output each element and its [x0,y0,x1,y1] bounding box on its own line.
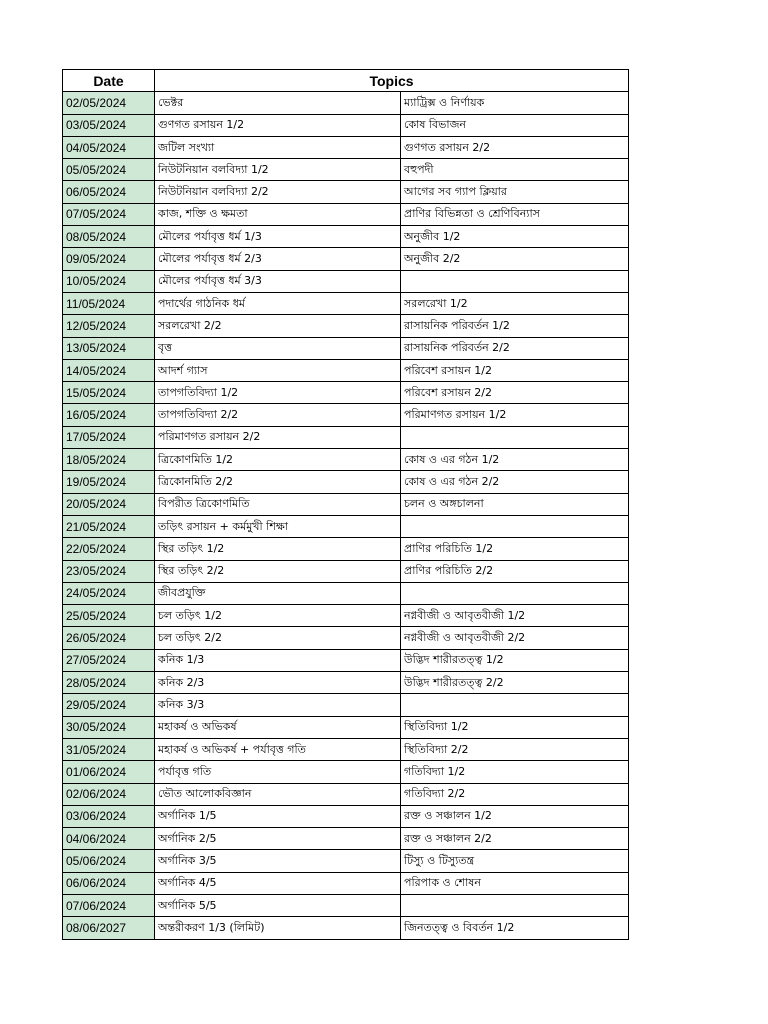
date-cell: 05/05/2024 [63,159,155,181]
topic-cell-1: অর্গানিক 3/5 [155,850,401,872]
date-cell: 23/05/2024 [63,560,155,582]
schedule-table [62,69,629,940]
topic-cell-2 [401,426,629,448]
date-cell: 27/05/2024 [63,649,155,671]
date-cell: 17/05/2024 [63,426,155,448]
topic-cell-2 [401,270,629,292]
topic-cell-1: সরলরেখা 2/2 [155,315,401,337]
table-row [63,917,629,939]
topic-cell-1: জটিল সংখ্যা [155,136,401,158]
date-cell: 06/05/2024 [63,181,155,203]
table-row [63,716,629,738]
topic-cell-2: রক্ত ও সঞ্চালন 2/2 [401,828,629,850]
date-cell: 07/05/2024 [63,203,155,225]
topic-cell-2: জিনতত্ত্ব ও বিবর্তন 1/2 [401,917,629,939]
topic-cell-1: মৌলের পর্যাবৃত্ত ধর্ম 1/3 [155,226,401,248]
topic-cell-1: ত্রিকোনমিতি 2/2 [155,471,401,493]
topic-cell-1: বৃত্ত [155,337,401,359]
topic-cell-1: মৌলের পর্যাবৃত্ত ধর্ম 3/3 [155,270,401,292]
topic-cell-2: প্রাণির বিভিন্নতা ও শ্রেণিবিন্যাস [401,203,629,225]
topic-cell-1: অর্গানিক 2/5 [155,828,401,850]
topic-cell-1: পরিমাণগত রসায়ন 2/2 [155,426,401,448]
table-row [63,292,629,314]
table-row [63,738,629,760]
table-row [63,359,629,381]
topic-cell-2: ম্যাট্রিক্স ও নির্ণায়ক [401,92,629,114]
topic-cell-1: কাজ, শক্তি ও ক্ষমতা [155,203,401,225]
date-header: Date [63,70,155,92]
topic-cell-2: উদ্ভিদ শারীরতত্ত্ব 2/2 [401,672,629,694]
topic-cell-1: তাপগতিবিদ্যা 2/2 [155,404,401,426]
date-cell: 20/05/2024 [63,493,155,515]
table-row [63,248,629,270]
table-row [63,627,629,649]
date-cell: 05/06/2024 [63,850,155,872]
table-row [63,426,629,448]
topic-cell-1: নিউটনিয়ান বলবিদ্যা 2/2 [155,181,401,203]
table-row [63,270,629,292]
table-row [63,515,629,537]
topic-cell-1: কনিক 2/3 [155,672,401,694]
table-row [63,582,629,604]
table-row [63,872,629,894]
table-row [63,471,629,493]
table-row [63,894,629,916]
date-cell: 21/05/2024 [63,515,155,537]
date-cell: 15/05/2024 [63,382,155,404]
topic-cell-2: পরিপাক ও শোষন [401,872,629,894]
topic-cell-1: পদার্থের গাঠনিক ধর্ম [155,292,401,314]
date-cell: 07/06/2024 [63,894,155,916]
table-row [63,783,629,805]
date-cell: 31/05/2024 [63,738,155,760]
schedule-sheet [62,69,628,940]
topic-cell-1: অর্গানিক 1/5 [155,805,401,827]
topic-cell-2: চলন ও অঙ্গচালনা [401,493,629,515]
topic-cell-2: রাসায়নিক পরিবর্তন 1/2 [401,315,629,337]
table-row [63,805,629,827]
topic-cell-2: নগ্নবীজী ও আবৃতবীজী 1/2 [401,605,629,627]
table-row [63,181,629,203]
topic-cell-1: তড়িৎ রসায়ন + কর্মমুখী শিক্ষা [155,515,401,537]
date-cell: 16/05/2024 [63,404,155,426]
topic-cell-2 [401,894,629,916]
topic-cell-2: টিস্যু ও টিস্যুতন্ত্র [401,850,629,872]
date-cell: 03/05/2024 [63,114,155,136]
date-cell: 09/05/2024 [63,248,155,270]
topic-cell-1: মৌলের পর্যাবৃত্ত ধর্ম 2/3 [155,248,401,270]
table-row [63,315,629,337]
topic-cell-2: উদ্ভিদ শারীরতত্ত্ব 1/2 [401,649,629,671]
topic-cell-1: চল তড়িৎ 1/2 [155,605,401,627]
topic-cell-2 [401,515,629,537]
topic-cell-1: কনিক 1/3 [155,649,401,671]
table-row [63,850,629,872]
table-row [63,605,629,627]
date-cell: 26/05/2024 [63,627,155,649]
topic-cell-2: প্রাণির পরিচিতি 1/2 [401,538,629,560]
table-row [63,694,629,716]
topic-cell-1: চল তড়িৎ 2/2 [155,627,401,649]
topic-cell-1: নিউটনিয়ান বলবিদ্যা 1/2 [155,159,401,181]
topic-cell-1: গুণগত রসায়ন 1/2 [155,114,401,136]
table-row [63,538,629,560]
date-cell: 01/06/2024 [63,761,155,783]
topic-cell-1: স্থির তড়িৎ 1/2 [155,538,401,560]
date-cell: 22/05/2024 [63,538,155,560]
table-row [63,382,629,404]
table-row [63,649,629,671]
topic-cell-2: প্রাণির পরিচিতি 2/2 [401,560,629,582]
topic-cell-1: পর্যাবৃত্ত গতি [155,761,401,783]
topic-cell-1: অর্গানিক 4/5 [155,872,401,894]
table-row [63,92,629,114]
topic-cell-1: মহাকর্ষ ও অভিকর্ষ + পর্যাবৃত্ত গতি [155,738,401,760]
topic-cell-1: জীবপ্রযুক্তি [155,582,401,604]
table-row [63,828,629,850]
date-cell: 30/05/2024 [63,716,155,738]
table-row [63,761,629,783]
date-cell: 28/05/2024 [63,672,155,694]
topic-cell-2: নগ্নবীজী ও আবৃতবীজী 2/2 [401,627,629,649]
date-cell: 12/05/2024 [63,315,155,337]
date-cell: 19/05/2024 [63,471,155,493]
topic-cell-2: অনুজীব 2/2 [401,248,629,270]
table-row [63,136,629,158]
table-row [63,159,629,181]
topic-cell-2 [401,694,629,716]
topics-header: Topics [155,70,629,92]
date-cell: 24/05/2024 [63,582,155,604]
topic-cell-1: আদর্শ গ্যাস [155,359,401,381]
table-row [63,404,629,426]
topic-cell-2: কোষ বিভাজন [401,114,629,136]
topic-cell-2: আগের সব গ্যাপ ক্লিয়ার [401,181,629,203]
topic-cell-2: কোষ ও এর গঠন 2/2 [401,471,629,493]
topic-cell-2: বহুপদী [401,159,629,181]
topic-cell-1: অন্তরীকরণ 1/3 (লিমিট) [155,917,401,939]
topic-cell-2: কোষ ও এর গঠন 1/2 [401,449,629,471]
schedule-rows [63,92,629,939]
topic-cell-2: স্থিতিবিদ্যা 2/2 [401,738,629,760]
topic-cell-2: রাসায়নিক পরিবর্তন 2/2 [401,337,629,359]
date-cell: 25/05/2024 [63,605,155,627]
date-cell: 13/05/2024 [63,337,155,359]
date-cell: 08/06/2027 [63,917,155,939]
topic-cell-2: সরলরেখা 1/2 [401,292,629,314]
table-row [63,493,629,515]
table-row [63,560,629,582]
date-cell: 04/05/2024 [63,136,155,158]
table-row [63,226,629,248]
table-row [63,203,629,225]
topic-cell-1: বিপরীত ত্রিকোণমিতি [155,493,401,515]
topic-cell-2: গুণগত রসায়ন 2/2 [401,136,629,158]
topic-cell-2: রক্ত ও সঞ্চালন 1/2 [401,805,629,827]
date-cell: 06/06/2024 [63,872,155,894]
table-row [63,672,629,694]
topic-cell-1: ত্রিকোণমিতি 1/2 [155,449,401,471]
date-cell: 08/05/2024 [63,226,155,248]
date-cell: 11/05/2024 [63,292,155,314]
topic-cell-1: ভৌত আলোকবিজ্ঞান [155,783,401,805]
date-cell: 14/05/2024 [63,359,155,381]
date-cell: 02/06/2024 [63,783,155,805]
topic-cell-1: অর্গানিক 5/5 [155,894,401,916]
topic-cell-2 [401,582,629,604]
date-cell: 18/05/2024 [63,449,155,471]
topic-cell-2: গতিবিদ্যা 2/2 [401,783,629,805]
topic-cell-1: তাপগতিবিদ্যা 1/2 [155,382,401,404]
topic-cell-1: ভেক্টর [155,92,401,114]
table-row [63,114,629,136]
header-row [63,70,629,92]
date-cell: 02/05/2024 [63,92,155,114]
topic-cell-2: গতিবিদ্যা 1/2 [401,761,629,783]
topic-cell-1: স্থির তড়িৎ 2/2 [155,560,401,582]
topic-cell-1: কনিক 3/3 [155,694,401,716]
table-row [63,337,629,359]
topic-cell-1: মহাকর্ষ ও অভিকর্ষ [155,716,401,738]
table-row [63,449,629,471]
date-cell: 04/06/2024 [63,828,155,850]
topic-cell-2: পরিবেশ রসায়ন 1/2 [401,359,629,381]
topic-cell-2: স্থিতিবিদ্যা 1/2 [401,716,629,738]
topic-cell-2: পরিমাণগত রসায়ন 1/2 [401,404,629,426]
date-cell: 10/05/2024 [63,270,155,292]
topic-cell-2: পরিবেশ রসায়ন 2/2 [401,382,629,404]
date-cell: 03/06/2024 [63,805,155,827]
topic-cell-2: অনুজীব 1/2 [401,226,629,248]
date-cell: 29/05/2024 [63,694,155,716]
